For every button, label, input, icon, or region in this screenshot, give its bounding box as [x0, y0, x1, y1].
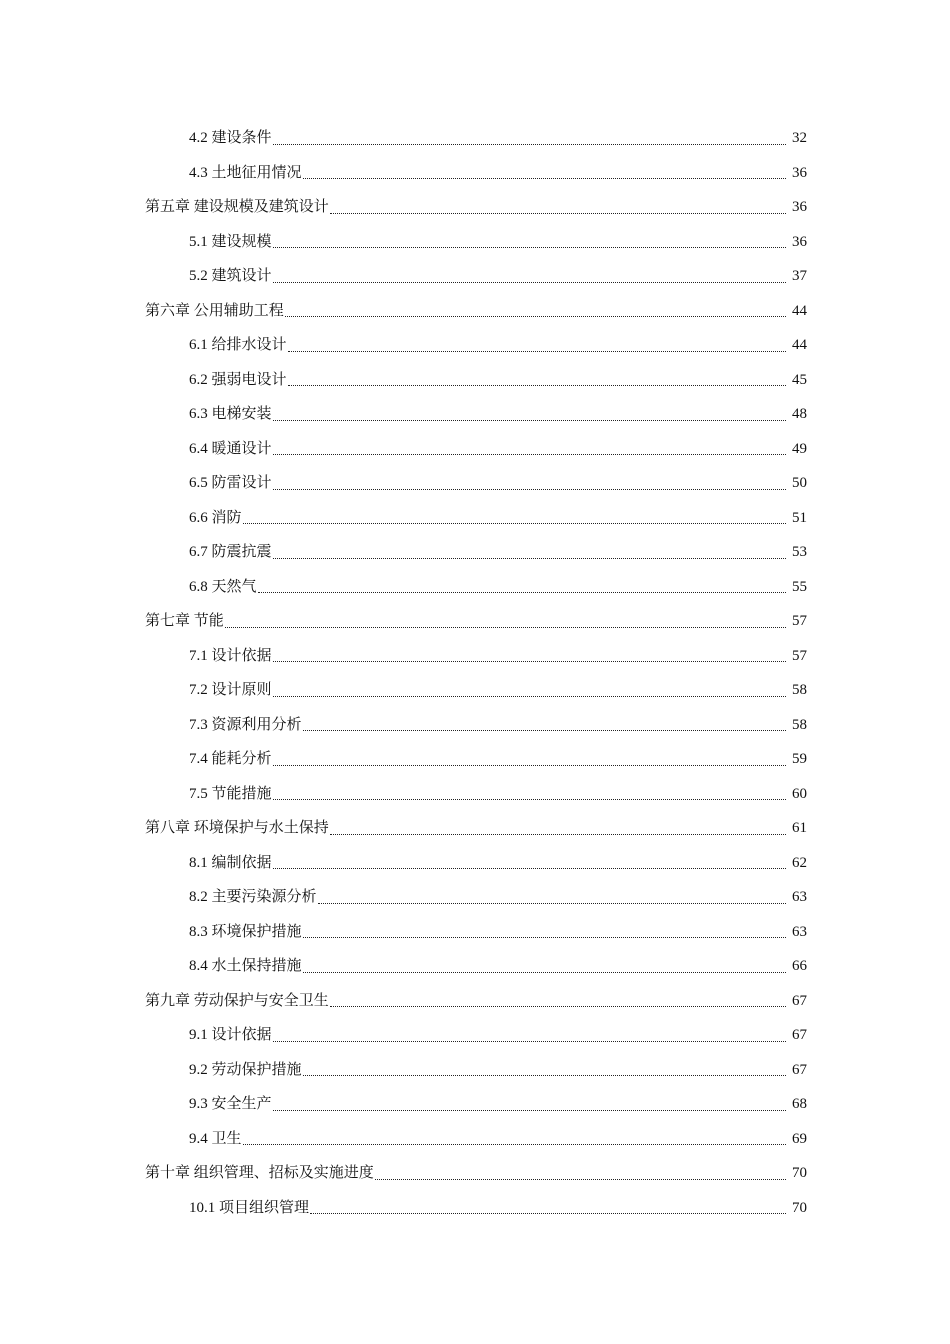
toc-page-number: 59: [792, 751, 807, 768]
dot-leader: [273, 454, 786, 455]
toc-entry-title: 6.1 给排水设计: [189, 337, 287, 354]
toc-page-number: 55: [792, 578, 807, 595]
dot-leader: [243, 523, 786, 524]
toc-entry-title: 8.2 主要污染源分析: [189, 889, 317, 906]
toc-entry-title: 5.2 建筑设计: [189, 268, 272, 285]
dot-leader: [303, 730, 786, 731]
toc-entry-title: 7.2 设计原则: [189, 682, 272, 699]
toc-section-entry[interactable]: [0, 639, 950, 674]
toc-page-number: 61: [792, 820, 807, 837]
dot-leader: [273, 247, 786, 248]
toc-chapter-entry[interactable]: [0, 984, 950, 1019]
toc-page-number: 44: [792, 302, 807, 319]
dot-leader: [243, 1144, 786, 1145]
toc-section-entry[interactable]: [0, 915, 950, 950]
toc-entry-title: 9.1 设计依据: [189, 1027, 272, 1044]
toc-entry-title: 第六章 公用辅助工程: [145, 302, 284, 319]
toc-section-entry[interactable]: [0, 328, 950, 363]
toc-page-number: 48: [792, 406, 807, 423]
toc-section-entry[interactable]: [0, 432, 950, 467]
toc-section-entry[interactable]: [0, 880, 950, 915]
toc-section-entry[interactable]: [0, 466, 950, 501]
toc-page-number: 53: [792, 544, 807, 561]
dot-leader: [303, 937, 786, 938]
toc-entry-title: 7.1 设计依据: [189, 647, 272, 664]
table-of-contents: [0, 121, 950, 1225]
toc-section-entry[interactable]: [0, 1053, 950, 1088]
toc-section-entry[interactable]: [0, 673, 950, 708]
toc-section-entry[interactable]: [0, 363, 950, 398]
toc-section-entry[interactable]: [0, 535, 950, 570]
dot-leader: [273, 144, 786, 145]
toc-entry-title: 6.8 天然气: [189, 578, 257, 595]
dot-leader: [330, 213, 786, 214]
toc-entry-title: 第十章 组织管理、招标及实施进度: [145, 1165, 374, 1182]
toc-entry-title: 7.5 节能措施: [189, 785, 272, 802]
toc-page-number: 57: [792, 647, 807, 664]
toc-section-entry[interactable]: [0, 1018, 950, 1053]
toc-section-entry[interactable]: [0, 949, 950, 984]
dot-leader: [273, 282, 786, 283]
dot-leader: [273, 1110, 786, 1111]
toc-entry-title: 9.2 劳动保护措施: [189, 1061, 302, 1078]
toc-section-entry[interactable]: [0, 846, 950, 881]
toc-page-number: 70: [792, 1165, 807, 1182]
dot-leader: [303, 178, 786, 179]
toc-chapter-entry[interactable]: [0, 190, 950, 225]
dot-leader: [225, 627, 786, 628]
toc-entry-title: 6.7 防震抗震: [189, 544, 272, 561]
toc-section-entry[interactable]: [0, 121, 950, 156]
toc-page-number: 44: [792, 337, 807, 354]
toc-page-number: 63: [792, 923, 807, 940]
toc-page-number: 36: [792, 164, 807, 181]
toc-page-number: 32: [792, 130, 807, 147]
toc-page-number: 57: [792, 613, 807, 630]
dot-leader: [273, 696, 786, 697]
toc-section-entry[interactable]: [0, 1191, 950, 1226]
toc-page-number: 70: [792, 1199, 807, 1216]
toc-entry-title: 6.2 强弱电设计: [189, 371, 287, 388]
toc-entry-title: 第五章 建设规模及建筑设计: [145, 199, 329, 216]
toc-section-entry[interactable]: [0, 777, 950, 812]
toc-page-number: 37: [792, 268, 807, 285]
toc-entry-title: 8.3 环境保护措施: [189, 923, 302, 940]
toc-entry-title: 8.4 水土保持措施: [189, 958, 302, 975]
toc-entry-title: 5.1 建设规模: [189, 233, 272, 250]
toc-entry-title: 9.3 安全生产: [189, 1096, 272, 1113]
toc-chapter-entry[interactable]: [0, 811, 950, 846]
toc-section-entry[interactable]: [0, 708, 950, 743]
dot-leader: [273, 420, 786, 421]
toc-entry-title: 6.4 暖通设计: [189, 440, 272, 457]
toc-entry-title: 7.3 资源利用分析: [189, 716, 302, 733]
toc-page-number: 36: [792, 199, 807, 216]
toc-section-entry[interactable]: [0, 742, 950, 777]
dot-leader: [288, 385, 786, 386]
dot-leader: [273, 799, 786, 800]
dot-leader: [285, 316, 786, 317]
toc-page-number: 50: [792, 475, 807, 492]
toc-section-entry[interactable]: [0, 1122, 950, 1157]
toc-entry-title: 第八章 环境保护与水土保持: [145, 820, 329, 837]
toc-page-number: 67: [792, 1027, 807, 1044]
toc-entry-title: 10.1 项目组织管理: [189, 1199, 310, 1216]
toc-entry-title: 7.4 能耗分析: [189, 751, 272, 768]
toc-page-number: 58: [792, 716, 807, 733]
dot-leader: [330, 1006, 786, 1007]
dot-leader: [330, 834, 786, 835]
toc-chapter-entry[interactable]: [0, 294, 950, 329]
toc-entry-title: 9.4 卫生: [189, 1130, 242, 1147]
toc-entry-title: 4.3 土地征用情况: [189, 164, 302, 181]
toc-entry-title: 6.5 防雷设计: [189, 475, 272, 492]
dot-leader: [303, 972, 786, 973]
dot-leader: [273, 868, 786, 869]
toc-page-number: 58: [792, 682, 807, 699]
toc-chapter-entry[interactable]: [0, 604, 950, 639]
dot-leader: [273, 661, 786, 662]
toc-page-number: 62: [792, 854, 807, 871]
toc-section-entry[interactable]: [0, 570, 950, 605]
toc-section-entry[interactable]: [0, 1087, 950, 1122]
toc-page-number: 69: [792, 1130, 807, 1147]
toc-page-number: 51: [792, 509, 807, 526]
toc-page-number: 63: [792, 889, 807, 906]
toc-page-number: 67: [792, 992, 807, 1009]
toc-page-number: 67: [792, 1061, 807, 1078]
toc-section-entry[interactable]: [0, 501, 950, 536]
dot-leader: [273, 489, 786, 490]
toc-page-number: 36: [792, 233, 807, 250]
toc-chapter-entry[interactable]: [0, 1156, 950, 1191]
toc-section-entry[interactable]: [0, 397, 950, 432]
toc-entry-title: 第九章 劳动保护与安全卫生: [145, 992, 329, 1009]
toc-page-number: 49: [792, 440, 807, 457]
toc-page-number: 66: [792, 958, 807, 975]
toc-entry-title: 8.1 编制依据: [189, 854, 272, 871]
dot-leader: [375, 1179, 786, 1180]
dot-leader: [273, 558, 786, 559]
dot-leader: [318, 903, 786, 904]
toc-entry-title: 6.3 电梯安装: [189, 406, 272, 423]
dot-leader: [303, 1075, 786, 1076]
dot-leader: [273, 765, 786, 766]
dot-leader: [258, 592, 786, 593]
toc-page-number: 45: [792, 371, 807, 388]
toc-entry-title: 4.2 建设条件: [189, 130, 272, 147]
dot-leader: [273, 1041, 786, 1042]
toc-section-entry[interactable]: [0, 259, 950, 294]
toc-entry-title: 6.6 消防: [189, 509, 242, 526]
toc-section-entry[interactable]: [0, 225, 950, 260]
dot-leader: [288, 351, 786, 352]
toc-section-entry[interactable]: [0, 156, 950, 191]
toc-entry-title: 第七章 节能: [145, 613, 224, 630]
toc-page-number: 68: [792, 1096, 807, 1113]
dot-leader: [310, 1213, 786, 1214]
toc-page-number: 60: [792, 785, 807, 802]
